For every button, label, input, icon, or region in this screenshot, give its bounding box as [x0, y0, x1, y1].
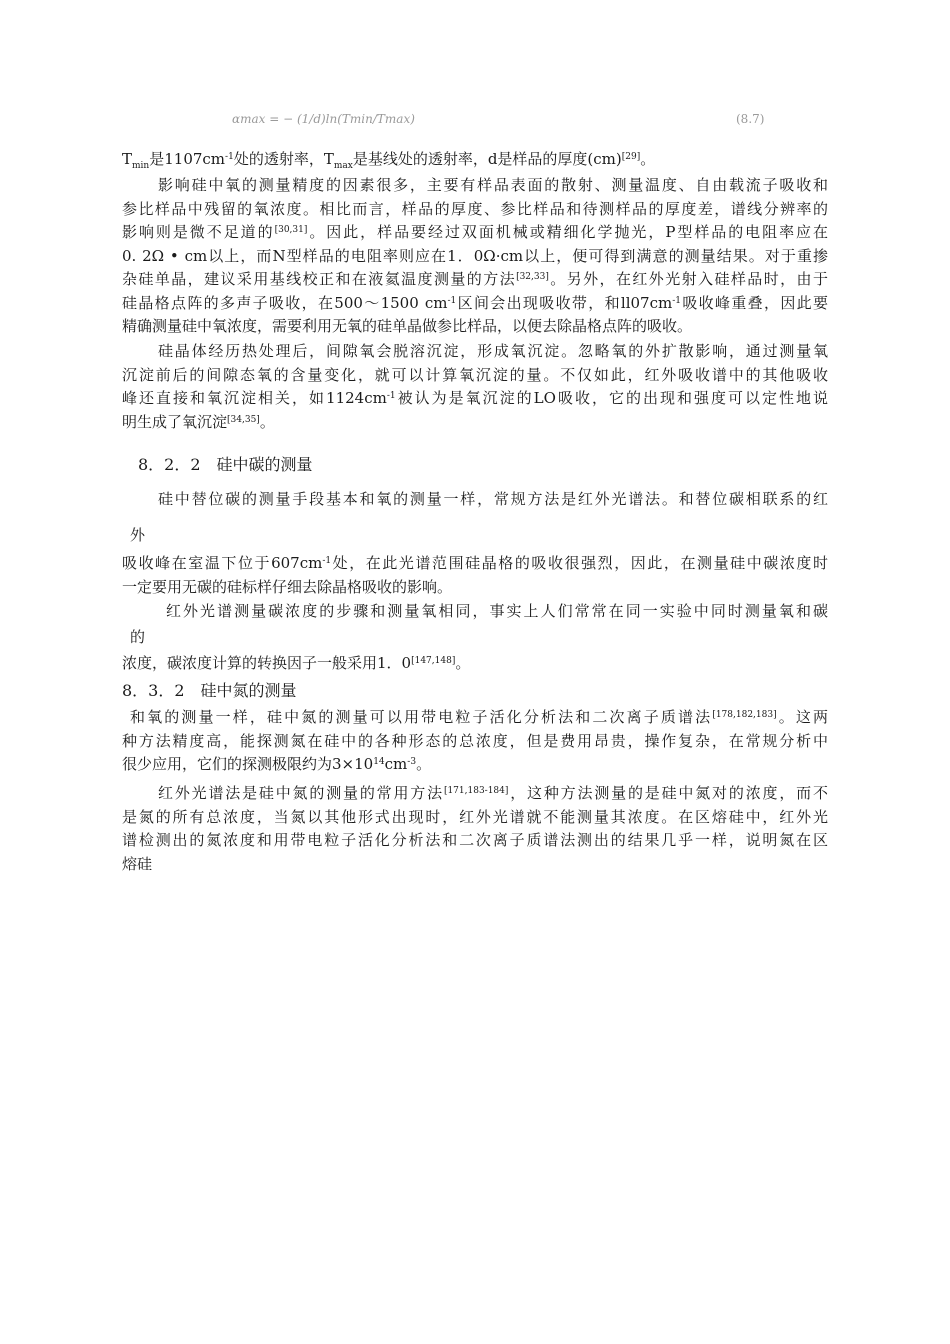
paragraph-carbon-steps-cont	[122, 626, 828, 650]
text-line: 是氮的所有总浓度，当氮以其他形式出现时，红外光谱就不能测量其浓度。在区熔硅中，红外光	[122, 807, 828, 826]
text-line: 的	[130, 628, 146, 646]
text-line: 红外光谱测量碳浓度的步骤和测量氧相同，事实上人们常常在同一实验中同时测量氧和碳	[166, 602, 828, 620]
text-line: 硅晶体经历热处理后，间隙氧会脱溶沉淀，形成氧沉淀。忽略氧的外扩散影响，通过测量氧	[158, 342, 828, 360]
text-line: 谱检测出的氮浓度和用带电粒子活化分析法和二次离子质谱法测出的结果几乎一样，说明氮在区	[122, 831, 828, 849]
text-line: 参比样品中残留的氧浓度。相比而言，样品的厚度、参比样品和待测样品的厚度差，谱线分辨率的	[122, 199, 828, 218]
text-line: 和氧的测量一样，硅中氮的测量可以用带电粒子活化分析法和二次离子质谱法[178,182,183]。这两	[130, 708, 828, 726]
formula-expression: αmax = − (1/d)ln(Tmin/Tmax)	[232, 112, 415, 126]
text-line: 红外光谱法是硅中氮的测量的常用方法[171,183-184]，这种方法测量的是硅中氮对的浓度，而不	[158, 784, 828, 802]
paragraph-definition	[122, 148, 828, 172]
paragraph-carbon	[122, 488, 828, 512]
paragraph-nitrogen-ir	[122, 782, 828, 876]
text-line: 很少应用，它们的探测极限约为$3\times 10^{14}cm^{-3}$。	[122, 755, 432, 773]
text-line: 硅晶格点阵的多声子吸收，在500～1500 $cm^{-1}$区间会出现吸收带，和$ll07cm^{-1}$吸收峰重叠，因此要	[122, 293, 828, 312]
section-heading-carbon: 8．2．2 硅中碳的测量	[138, 455, 313, 474]
text-line: $T_{min}$是$1107cm^{-1}$处的透射率，$T_{max}$是基线处的透射率，d是样品的厚度(cm)[29]。	[122, 150, 656, 171]
text-line: 吸收峰在室温下位于$607cm^{-1}$处，在此光谱范围硅晶格的吸收很强烈，因此，在测量硅中碳浓度时	[122, 554, 828, 572]
paragraph-oxygen-precipitation	[122, 340, 828, 434]
text-line: 精确测量硅中氧浓度，需要利用无氧的硅单晶做参比样品，以便去除晶格点阵的吸收。	[122, 317, 693, 335]
paragraph-nitrogen-methods	[122, 706, 828, 777]
section-heading-nitrogen: 8．3．2 硅中氮的测量	[122, 681, 297, 700]
paragraph-oxygen-accuracy	[122, 174, 828, 339]
paragraph-carbon-steps	[122, 600, 828, 624]
text-line: 杂硅单晶，建议采用基线校正和在液氦温度测量的方法[32,33]。另外，在红外光射入硅样品时，由于	[122, 270, 828, 288]
paragraph-carbon-cont	[122, 524, 828, 548]
formula-number: (8.7)	[736, 112, 765, 126]
text-line: 明生成了氧沉淀[34,35]。	[122, 412, 275, 431]
text-line: 硅中替位碳的测量手段基本和氧的测量一样，常规方法是红外光谱法。和替位碳相联系的红	[158, 490, 828, 508]
text-line: 种方法精度高，能探测氮在硅中的各种形态的总浓度，但是费用昂贵，操作复杂，在常规分析中	[122, 731, 828, 750]
paragraph-carbon-steps-rest	[122, 652, 828, 676]
text-line: 一定要用无碳的硅标样仔细去除晶格吸收的影响。	[122, 577, 453, 596]
text-line: 影响则是微不足道的[30,31]。因此，样品要经过双面机械或精细化学抛光，P型样品的电阻率应在	[122, 223, 828, 241]
text-line: 影响硅中氧的测量精度的因素很多，主要有样品表面的散射、测量温度、自由载流子吸收和	[158, 176, 828, 194]
paragraph-carbon-rest	[122, 552, 828, 599]
text-line: 浓度，碳浓度计算的转换因子一般采用1．0[147,148]。	[122, 654, 471, 672]
text-line: 外	[130, 526, 146, 544]
text-line: 峰还直接和氧沉淀相关，如$1124cm^{-1}$被认为是氧沉淀的LO吸收，它的出现和强度可以定性地说	[122, 389, 828, 407]
text-line: 0. 2Ω • cm以上，而N型样品的电阻率则应在1．0Ω·cm以上，便可得到满意的测量结果。对于重掺	[122, 246, 828, 265]
text-line: 熔硅	[122, 854, 153, 873]
text-line: 沉淀前后的间隙态氧的含量变化，就可以计算氧沉淀的量。不仅如此，红外吸收谱中的其他吸收	[122, 365, 828, 384]
